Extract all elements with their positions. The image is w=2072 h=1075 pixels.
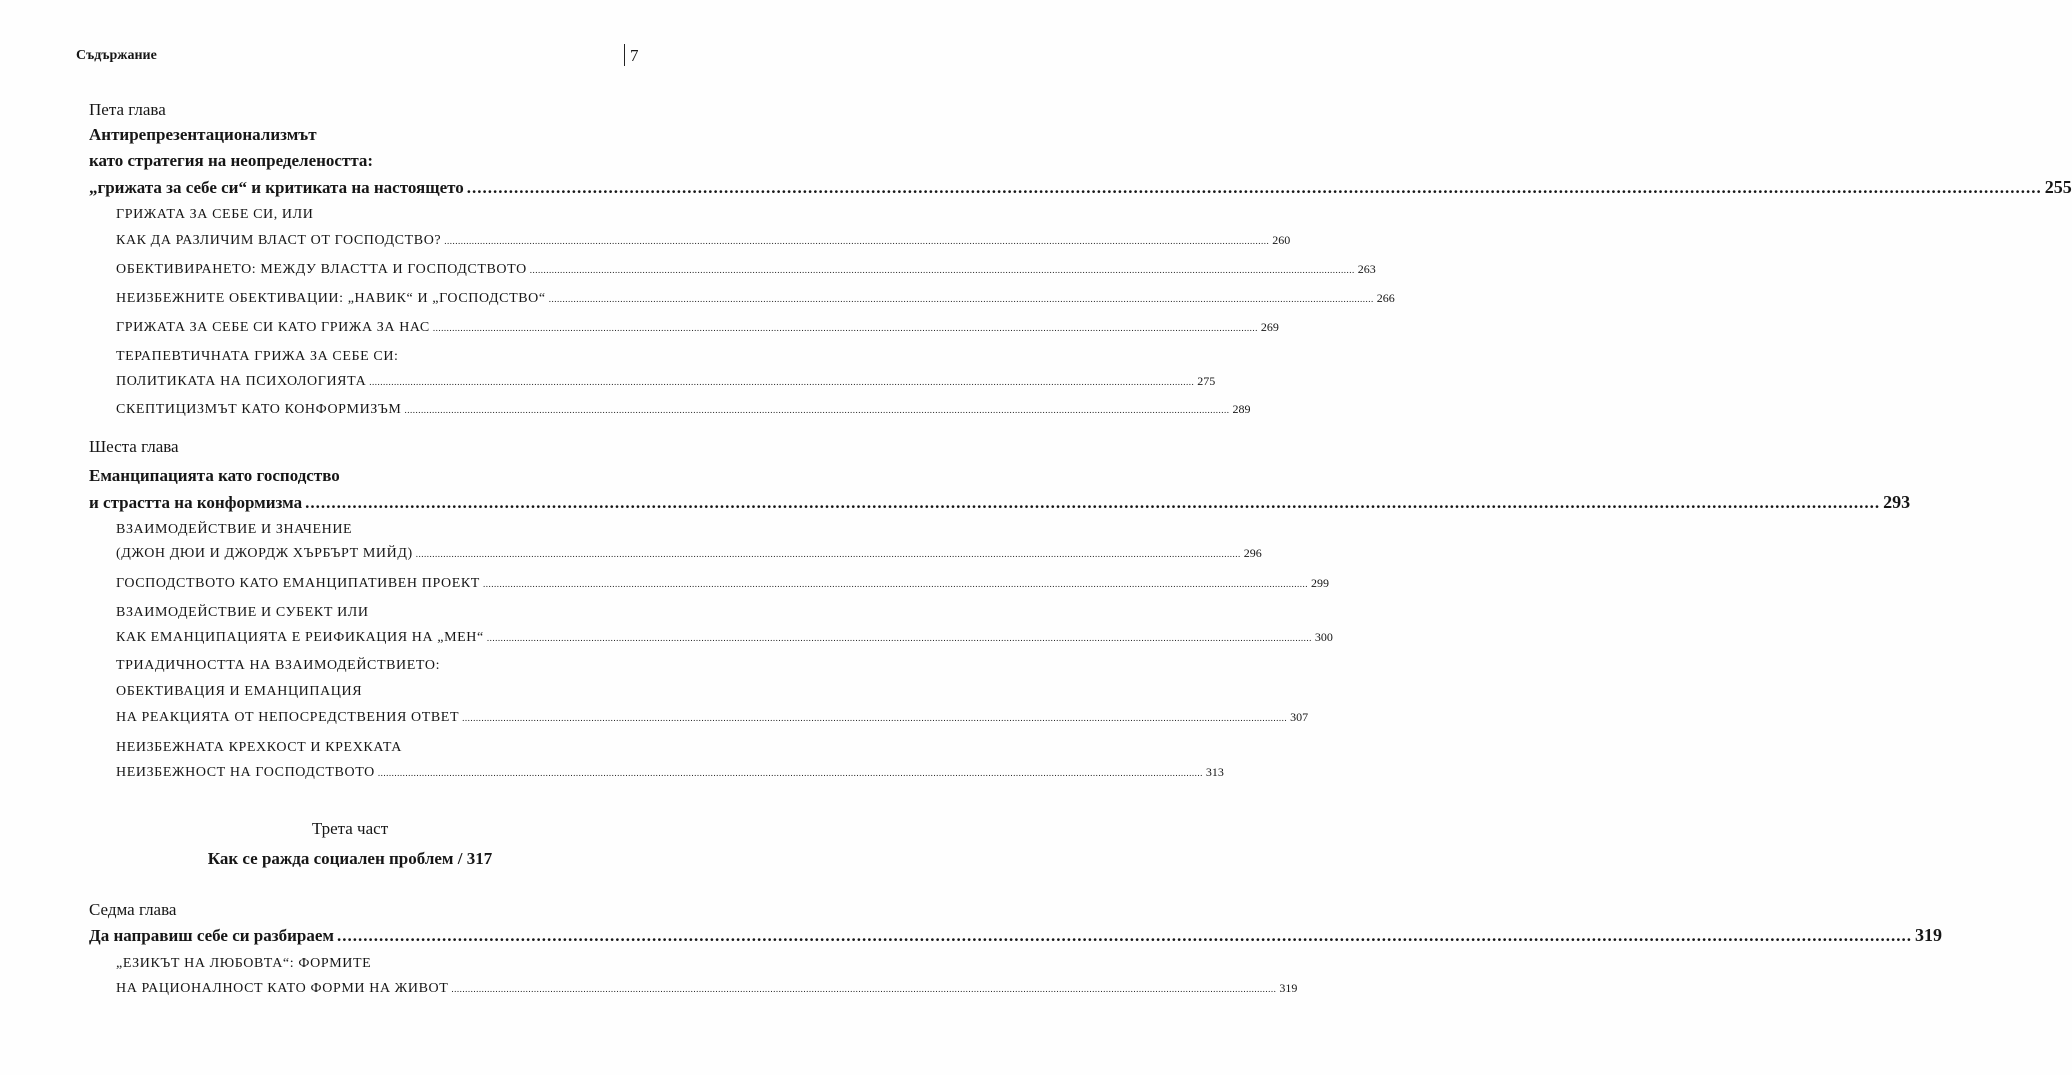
toc-entry-line: ПОЛИТИКАТА НА ПСИХОЛОГИЯТА (116, 374, 367, 389)
toc-entry-row (116, 233, 1291, 249)
toc-entry-page: 275 (1197, 374, 1216, 388)
toc-entry-line: ОБЕКТИВАЦИЯ И ЕМАНЦИПАЦИЯ (116, 684, 363, 699)
chapter-page-number: 293 (1883, 492, 1911, 512)
dot-leader: ............................................................................................................................................................................................................................................................................................................ (486, 633, 1312, 643)
toc-entry-line: ВЗАИМОДЕЙСТВИЕ И СУБЕКТ ИЛИ (116, 605, 369, 620)
toc-entry-row (116, 402, 1251, 418)
chapter-title-line: като стратегия на неопределеността: (89, 151, 374, 170)
toc-entry-row (116, 262, 1376, 278)
toc-entry-row (116, 576, 1329, 592)
dot-leader: ............................................................................................................................................................................................................................................................................................................ (336, 926, 1912, 945)
toc-entry-row (116, 765, 1224, 781)
toc-entry-page: 263 (1357, 262, 1376, 276)
dot-leader: ............................................................................................................................................................................................................................................................................................................ (548, 294, 1374, 304)
chapter-label: Пета глава (89, 100, 166, 119)
toc-entry-row (116, 630, 1333, 646)
part-title: Как се ражда социален проблем / 317 (207, 849, 493, 868)
toc-entry-page: 319 (1279, 981, 1298, 995)
toc-entry-line: КАК ЕМАНЦИПАЦИЯТА Е РЕИФИКАЦИЯ НА „МЕН“ (116, 630, 484, 645)
toc-entry-line: „ЕЗИКЪТ НА ЛЮБОВТА“: ФОРМИТЕ (116, 956, 372, 971)
chapter-title-line: „грижата за себе си“ и критиката на настоящето (89, 178, 464, 197)
dot-leader: ............................................................................................................................................................................................................................................................................................................ (415, 549, 1241, 559)
toc-entry-line: ТРИАДИЧНОСТТА НА ВЗАИМОДЕЙСТВИЕТО: (116, 658, 441, 673)
toc-entry-row (116, 710, 1309, 726)
toc-entry-page: 299 (1310, 576, 1329, 590)
chapter-title-line: Еманципацията като господство (89, 466, 340, 485)
chapter-page-number: 319 (1914, 925, 1942, 945)
page-number: 7 (630, 46, 639, 65)
toc-entry-line: НЕИЗБЕЖНАТА КРЕХКОСТ И КРЕХКАТА (116, 740, 403, 755)
dot-leader: ............................................................................................................................................................................................................................................................................................................ (404, 405, 1230, 415)
toc-entry-row (116, 546, 1262, 562)
chapter-title-line: Антирепрезентационализмът (89, 125, 317, 144)
chapter-label: Седма глава (89, 900, 177, 919)
toc-entry-line: ОБЕКТИВИРАНЕТО: МЕЖДУ ВЛАСТТА И ГОСПОДСТВОТО (116, 262, 527, 277)
dot-leader: ............................................................................................................................................................................................................................................................................................................ (529, 265, 1355, 275)
dot-leader: ............................................................................................................................................................................................................................................................................................................ (451, 984, 1277, 994)
dot-leader: ............................................................................................................................................................................................................................................................................................................ (462, 713, 1288, 723)
chapter-title-line: Да направиш себе си разбираем (89, 926, 334, 945)
page-number-divider (624, 44, 625, 66)
toc-entry-line: НА РЕАКЦИЯТА ОТ НЕПОСРЕДСТВЕНИЯ ОТВЕТ (116, 710, 460, 725)
toc-entry-page: 300 (1314, 630, 1333, 644)
dot-leader: ............................................................................................................................................................................................................................................................................................................ (482, 579, 1308, 589)
toc-entry-line: НЕИЗБЕЖНИТЕ ОБЕКТИВАЦИИ: „НАВИК“ И „ГОСПОДСТВО“ (116, 291, 546, 306)
toc-entry-page: 296 (1243, 546, 1262, 560)
chapter-title-line: и страстта на конформизма (89, 493, 303, 512)
toc-entry-page: 313 (1205, 765, 1224, 779)
toc-entry-line: КАК ДА РАЗЛИЧИМ ВЛАСТ ОТ ГОСПОДСТВО? (116, 233, 442, 248)
toc-entry-line: СКЕПТИЦИЗМЪТ КАТО КОНФОРМИЗЪМ (116, 402, 402, 417)
toc-entry-line: ГОСПОДСТВОТО КАТО ЕМАНЦИПАТИВЕН ПРОЕКТ (116, 576, 480, 591)
toc-entry-page: 307 (1290, 710, 1309, 724)
toc-entry-line: НА РАЦИОНАЛНОСТ КАТО ФОРМИ НА ЖИВОТ (116, 981, 449, 996)
chapter-label: Шеста глава (89, 437, 179, 456)
chapter-title-row (89, 925, 1942, 946)
toc-entry-line: (ДЖОН ДЮИ И ДЖОРДЖ ХЪРБЪРТ МИЙД) (116, 546, 413, 561)
toc-entry-page: 289 (1232, 402, 1251, 416)
dot-leader: ............................................................................................................................................................................................................................................................................................................ (466, 178, 2042, 197)
chapter-title-row (89, 177, 2072, 198)
toc-entry-line: НЕИЗБЕЖНОСТ НА ГОСПОДСТВОТО (116, 765, 375, 780)
dot-leader: ............................................................................................................................................................................................................................................................................................................ (369, 377, 1195, 387)
toc-entry-row (116, 291, 1395, 307)
dot-leader: ............................................................................................................................................................................................................................................................................................................ (444, 236, 1270, 246)
part-label: Трета част (311, 819, 389, 838)
dot-leader: ............................................................................................................................................................................................................................................................................................................ (432, 323, 1258, 333)
toc-entry-row (116, 981, 1298, 997)
chapter-page-number: 255 (2044, 177, 2072, 197)
toc-entry-line: ГРИЖАТА ЗА СЕБЕ СИ КАТО ГРИЖА ЗА НАС (116, 320, 430, 335)
running-head: Съдържание (76, 48, 157, 63)
dot-leader: ............................................................................................................................................................................................................................................................................................................ (377, 768, 1203, 778)
toc-entry-page: 269 (1260, 320, 1279, 334)
chapter-title-row (89, 492, 1911, 513)
dot-leader: ............................................................................................................................................................................................................................................................................................................ (305, 493, 1881, 512)
toc-entry-page: 260 (1272, 233, 1291, 247)
toc-entry-line: ГРИЖАТА ЗА СЕБЕ СИ, ИЛИ (116, 207, 314, 222)
toc-entry-row (116, 374, 1216, 390)
toc-entry-line: ТЕРАПЕВТИЧНАТА ГРИЖА ЗА СЕБЕ СИ: (116, 349, 399, 364)
toc-entry-row (116, 320, 1279, 336)
toc-entry-line: ВЗАИМОДЕЙСТВИЕ И ЗНАЧЕНИЕ (116, 522, 353, 537)
toc-entry-page: 266 (1376, 291, 1395, 305)
